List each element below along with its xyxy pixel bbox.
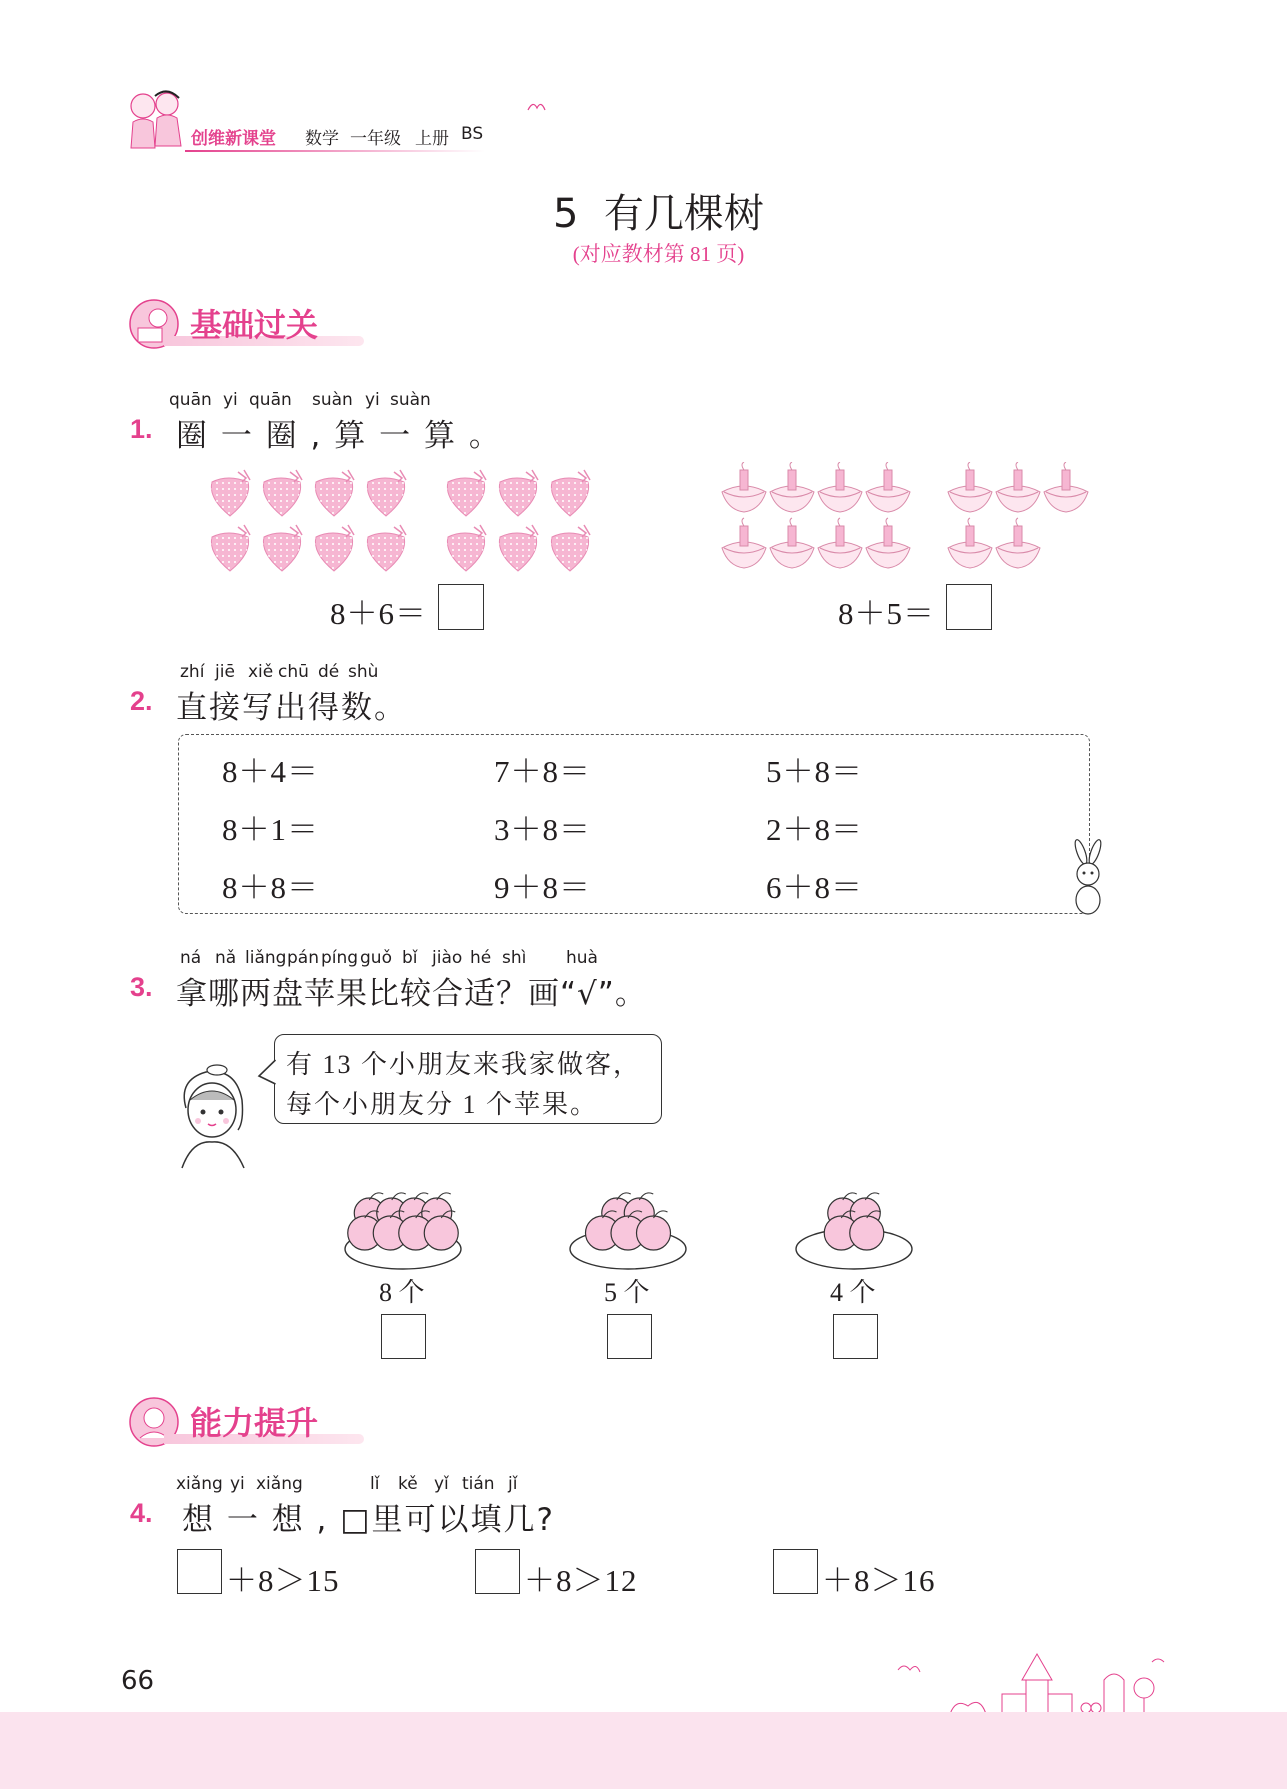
q4-item-1: ＋8＞15 bbox=[226, 1563, 340, 1598]
header bbox=[125, 88, 525, 158]
cake-icon bbox=[818, 462, 862, 512]
strawberry-icon bbox=[367, 470, 406, 516]
q4-pinyin-6: yǐ bbox=[434, 1474, 449, 1494]
section-basic bbox=[128, 300, 378, 346]
q1-pinyin-1: quān bbox=[169, 390, 212, 410]
q4-pinyin-8: jǐ bbox=[508, 1474, 518, 1494]
q3-pinyin-6: guǒ bbox=[360, 948, 392, 968]
q3-number: 3. bbox=[130, 972, 153, 1002]
q2-r3c3: 6＋8＝ bbox=[766, 870, 863, 905]
subject: 数学 bbox=[305, 129, 339, 149]
q3-pinyin-11: huà bbox=[566, 948, 598, 968]
q2-r2c2: 3＋8＝ bbox=[494, 812, 591, 847]
q4-pinyin-5: kě bbox=[398, 1474, 418, 1494]
cake-icon bbox=[722, 518, 766, 568]
plate-2-check-box[interactable] bbox=[607, 1314, 652, 1359]
cake-icon bbox=[770, 462, 814, 512]
apple-plate-1 bbox=[345, 1193, 461, 1269]
q3-pinyin-10: shì bbox=[502, 948, 527, 968]
q2-r1c1: 8＋4＝ bbox=[222, 754, 319, 789]
cake-icon bbox=[818, 518, 862, 568]
q3-pinyin-9: hé bbox=[470, 948, 492, 968]
apple-plate-2 bbox=[570, 1193, 686, 1269]
q1-equation-right: 8＋5＝ bbox=[838, 596, 935, 631]
strawberry-icon bbox=[499, 525, 538, 571]
q4-answer-box-3[interactable] bbox=[773, 1549, 818, 1594]
grade: 一年级 bbox=[350, 129, 401, 149]
q2-r1c2: 7＋8＝ bbox=[494, 754, 591, 789]
cake-group bbox=[718, 462, 1098, 572]
q4-text: 想 一 想 , □里可以填几? bbox=[182, 1502, 556, 1538]
q1-pinyin-2: yi bbox=[223, 390, 238, 410]
q2-r1c3: 5＋8＝ bbox=[766, 754, 863, 789]
plate-3-check-box[interactable] bbox=[833, 1314, 878, 1359]
q3-text: 拿哪两盘苹果比较合适？画“√”。 bbox=[176, 976, 647, 1012]
q2-text: 直接写出得数。 bbox=[176, 690, 407, 726]
flower-icon bbox=[525, 98, 547, 114]
strawberry-icon bbox=[211, 525, 250, 571]
strawberry-icon bbox=[367, 525, 406, 571]
q2-r3c2: 9＋8＝ bbox=[494, 870, 591, 905]
header-rule bbox=[185, 150, 485, 152]
q2-pinyin-4: chū bbox=[278, 662, 309, 682]
cake-icon bbox=[866, 518, 910, 568]
brand-name: 创维新课堂 bbox=[191, 129, 276, 149]
q1-pinyin-3: quān bbox=[249, 390, 292, 410]
bubble-tail bbox=[257, 1058, 277, 1088]
q4-answer-box-1[interactable] bbox=[177, 1549, 222, 1594]
q2-r2c1: 8＋1＝ bbox=[222, 812, 319, 847]
strawberry-icon bbox=[211, 470, 250, 516]
rabbit-icon bbox=[1065, 838, 1111, 918]
strawberry-icon bbox=[551, 525, 590, 571]
q4-pinyin-1: xiǎng bbox=[176, 1474, 223, 1494]
strawberry-grid bbox=[200, 468, 610, 578]
apple-plate-3 bbox=[796, 1193, 912, 1269]
q1-answer-box-right[interactable] bbox=[946, 584, 992, 630]
q4-answer-box-2[interactable] bbox=[475, 1549, 520, 1594]
strawberry-icon bbox=[315, 525, 354, 571]
cake-icon bbox=[722, 462, 766, 512]
q4-pinyin-7: tián bbox=[462, 1474, 495, 1494]
q1-answer-box-left[interactable] bbox=[438, 584, 484, 630]
q2-pinyin-3: xiě bbox=[248, 662, 274, 682]
strawberry-icon bbox=[315, 470, 354, 516]
cake-icon bbox=[948, 518, 992, 568]
q3-pinyin-4: pán bbox=[287, 948, 319, 968]
plate-1-label: 8 个 bbox=[379, 1278, 425, 1307]
q4-pinyin-3: xiǎng bbox=[256, 1474, 303, 1494]
section-advanced bbox=[128, 1398, 378, 1444]
q4-item-2: ＋8＞12 bbox=[524, 1563, 638, 1598]
strawberry-icon bbox=[551, 470, 590, 516]
q2-pinyin-2: jiē bbox=[215, 662, 235, 682]
q2-pinyin-5: dé bbox=[318, 662, 340, 682]
q4-pinyin-2: yi bbox=[230, 1474, 245, 1494]
q1-pinyin-5: yi bbox=[365, 390, 380, 410]
q4-item-3: ＋8＞16 bbox=[822, 1563, 936, 1598]
cake-icon bbox=[948, 462, 992, 512]
apple-plates-drawing bbox=[0, 1185, 1287, 1275]
q3-pinyin-8: jiào bbox=[432, 948, 463, 968]
cake-icon bbox=[996, 518, 1040, 568]
plate-2-label: 5 个 bbox=[604, 1278, 650, 1307]
strawberry-icon bbox=[447, 525, 486, 571]
q1-pinyin-6: suàn bbox=[390, 390, 431, 410]
bubble-line-2: 每个小朋友分 1 个苹果。 bbox=[286, 1090, 599, 1119]
girl-icon bbox=[172, 1060, 254, 1170]
strawberry-group bbox=[200, 468, 610, 578]
strawberry-icon bbox=[263, 470, 302, 516]
section-title: 能力提升 bbox=[190, 1404, 319, 1442]
lesson-title: 5 有几棵树 bbox=[553, 191, 764, 237]
cake-icon bbox=[996, 462, 1040, 512]
plate-1-check-box[interactable] bbox=[381, 1314, 426, 1359]
q3-pinyin-7: bǐ bbox=[402, 948, 418, 968]
textbook-reference: (对应教材第 81 页) bbox=[572, 242, 745, 266]
volume: 上册 bbox=[415, 129, 449, 149]
q3-pinyin-5: píng bbox=[321, 948, 359, 968]
kids-logo-icon bbox=[125, 88, 187, 158]
edition: BS bbox=[461, 124, 484, 144]
cake-icon bbox=[770, 518, 814, 568]
plate-3-label: 4 个 bbox=[830, 1278, 876, 1307]
q1-pinyin-4: suàn bbox=[312, 390, 353, 410]
strawberry-icon bbox=[263, 525, 302, 571]
castle-decoration-icon bbox=[890, 1650, 1170, 1720]
footer-band bbox=[0, 1712, 1287, 1789]
bubble-line-1: 有 13 个小朋友来我家做客， bbox=[286, 1050, 642, 1079]
q1-number: 1. bbox=[130, 414, 153, 444]
strawberry-icon bbox=[499, 470, 538, 516]
q2-r3c1: 8＋8＝ bbox=[222, 870, 319, 905]
page-number: 66 bbox=[121, 1666, 155, 1696]
q3-pinyin-1: ná bbox=[180, 948, 202, 968]
q4-pinyin-4: lǐ bbox=[370, 1474, 380, 1494]
q2-pinyin-1: zhí bbox=[180, 662, 205, 682]
q1-equation-left: 8＋6＝ bbox=[330, 596, 427, 631]
q2-number: 2. bbox=[130, 686, 153, 716]
q4-number: 4. bbox=[130, 1498, 153, 1528]
strawberry-icon bbox=[447, 470, 486, 516]
q1-text: 圈 一 圈 , 算 一 算 。 bbox=[176, 418, 502, 454]
cake-icon bbox=[1044, 462, 1088, 512]
q3-pinyin-3: liǎng bbox=[245, 948, 287, 968]
q2-r2c3: 2＋8＝ bbox=[766, 812, 863, 847]
q3-pinyin-2: nǎ bbox=[215, 948, 237, 968]
section-title: 基础过关 bbox=[190, 306, 319, 344]
q2-pinyin-6: shù bbox=[348, 662, 379, 682]
cake-icon bbox=[866, 462, 910, 512]
apple-plates bbox=[0, 1185, 1287, 1275]
cake-grid bbox=[718, 462, 1098, 572]
